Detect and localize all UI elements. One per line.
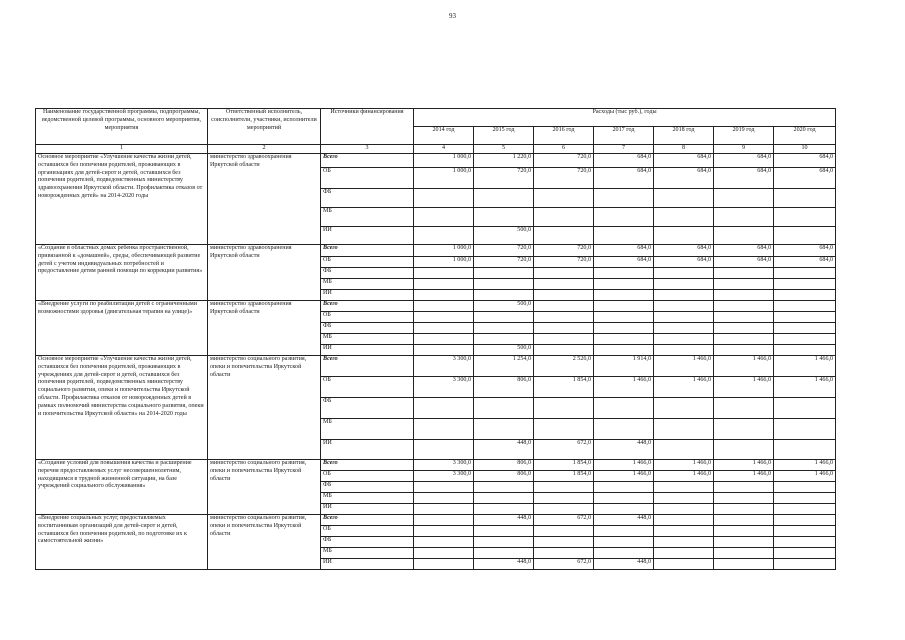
funding-source: Всего [321, 356, 414, 377]
expense-cell [534, 301, 594, 312]
expense-cell [414, 279, 474, 290]
funding-source: МБ [321, 493, 414, 504]
column-number: 2 [208, 145, 321, 154]
funding-source: ОБ [321, 526, 414, 537]
expense-cell [714, 559, 774, 570]
expense-cell: 684,0 [654, 168, 714, 189]
expense-cell: 500,0 [474, 345, 534, 356]
expense-cell [774, 526, 836, 537]
expense-cell: 3 300,0 [414, 460, 474, 471]
expense-cell [414, 208, 474, 227]
expense-cell [594, 268, 654, 279]
expense-cell: 1 466,0 [594, 460, 654, 471]
expense-cell: 672,0 [534, 559, 594, 570]
page-number: 93 [449, 12, 456, 20]
funding-source: ФБ [321, 268, 414, 279]
expense-cell [774, 559, 836, 570]
funding-source: Всего [321, 515, 414, 526]
header-expenses: Расходы (тыс руб.), годы [414, 109, 836, 127]
header-year: 2019 год [714, 127, 774, 145]
funding-source: ФБ [321, 189, 414, 208]
expense-cell [534, 345, 594, 356]
funding-source: ОБ [321, 471, 414, 482]
expense-cell: 720,0 [534, 257, 594, 268]
header-year: 2015 год [474, 127, 534, 145]
expense-cell [774, 301, 836, 312]
expense-cell: 720,0 [474, 245, 534, 257]
expense-cell [714, 312, 774, 323]
expense-cell [414, 290, 474, 301]
expense-cell [534, 312, 594, 323]
expense-cell [534, 504, 594, 515]
expense-cell: 500,0 [474, 301, 534, 312]
expense-cell [534, 334, 594, 345]
expense-cell [594, 345, 654, 356]
expense-cell [534, 398, 594, 419]
funding-source: МБ [321, 208, 414, 227]
expense-cell [594, 493, 654, 504]
funding-source: ИИ [321, 227, 414, 245]
expense-cell [714, 537, 774, 548]
expense-cell: 684,0 [714, 245, 774, 257]
expense-cell [534, 419, 594, 440]
expense-cell [414, 268, 474, 279]
expense-cell [654, 440, 714, 460]
expense-cell [714, 440, 774, 460]
expense-cell [774, 493, 836, 504]
header-year: 2018 год [654, 127, 714, 145]
header-sources: Источники финансирования [321, 109, 414, 145]
activity-description: «Внедрение социальных услуг, предоставляемых воспитанникам организаций для детей-сирот и детей, оставшихся без попечения родителей, по подготовке их к самостоятельной жизни» [36, 515, 208, 570]
expense-cell [654, 189, 714, 208]
responsible-executor: министерство социального развития, опеки и попечительства Иркутской области [208, 460, 321, 515]
expense-cell [714, 548, 774, 559]
expense-cell: 1 466,0 [714, 460, 774, 471]
expense-cell [774, 537, 836, 548]
expense-cell [474, 482, 534, 493]
expense-cell: 1 466,0 [774, 460, 836, 471]
column-number: 3 [321, 145, 414, 154]
expense-cell [714, 515, 774, 526]
funding-source: ОБ [321, 377, 414, 398]
expense-cell [414, 559, 474, 570]
column-number: 9 [714, 145, 774, 154]
expense-cell [594, 227, 654, 245]
expense-cell: 1 466,0 [654, 356, 714, 377]
expense-cell [654, 398, 714, 419]
expense-cell [474, 312, 534, 323]
funding-source: ИИ [321, 345, 414, 356]
table-row [36, 356, 836, 377]
expense-cell [654, 515, 714, 526]
expense-cell [534, 208, 594, 227]
expense-cell [654, 548, 714, 559]
expense-cell [474, 279, 534, 290]
expense-cell: 684,0 [774, 245, 836, 257]
expense-cell [534, 279, 594, 290]
expense-cell [714, 526, 774, 537]
expense-cell [474, 493, 534, 504]
expense-cell [594, 419, 654, 440]
expense-cell: 684,0 [774, 154, 836, 168]
funding-source: МБ [321, 419, 414, 440]
expense-cell [414, 334, 474, 345]
expense-cell [774, 482, 836, 493]
expense-cell [414, 398, 474, 419]
expense-cell [534, 548, 594, 559]
expense-cell: 806,0 [474, 377, 534, 398]
expense-cell [774, 440, 836, 460]
expense-cell: 448,0 [594, 515, 654, 526]
column-number: 1 [36, 145, 208, 154]
expense-cell: 3 300,0 [414, 356, 474, 377]
expense-cell [774, 398, 836, 419]
funding-source: Всего [321, 154, 414, 168]
expense-cell: 1 000,0 [414, 168, 474, 189]
expense-cell [654, 334, 714, 345]
expense-cell: 1 466,0 [594, 377, 654, 398]
expense-cell [474, 548, 534, 559]
expense-cell [594, 208, 654, 227]
column-number: 8 [654, 145, 714, 154]
expense-cell: 806,0 [474, 471, 534, 482]
expense-cell: 3 300,0 [414, 377, 474, 398]
funding-source: ФБ [321, 323, 414, 334]
expense-cell [654, 279, 714, 290]
expense-cell [714, 208, 774, 227]
expense-cell [594, 301, 654, 312]
expense-cell [474, 526, 534, 537]
expense-cell: 448,0 [594, 440, 654, 460]
expense-cell [474, 323, 534, 334]
expense-cell [774, 312, 836, 323]
expense-cell [774, 208, 836, 227]
expense-cell [414, 482, 474, 493]
responsible-executor: министерство социального развития, опеки и попечительства Иркутской области [208, 356, 321, 460]
funding-source: ФБ [321, 398, 414, 419]
expense-cell [714, 268, 774, 279]
expense-cell [774, 548, 836, 559]
activity-description: «Создание условий для повышения качества и расширение перечня предоставляемых услуг несовершеннолетним, находящимся в трудной жизненной ситуации, на базе учреждений социального обслуживания» [36, 460, 208, 515]
expense-cell: 1 000,0 [414, 154, 474, 168]
expense-cell: 684,0 [774, 168, 836, 189]
funding-source: ИИ [321, 440, 414, 460]
expense-cell: 1 466,0 [714, 377, 774, 398]
expense-cell: 1 466,0 [654, 471, 714, 482]
funding-source: МБ [321, 548, 414, 559]
expense-cell: 1 000,0 [414, 245, 474, 257]
expense-cell [654, 537, 714, 548]
expense-cell [714, 419, 774, 440]
funding-source: ИИ [321, 559, 414, 570]
expense-cell [714, 334, 774, 345]
expense-cell [414, 537, 474, 548]
funding-source: Всего [321, 245, 414, 257]
expense-cell [414, 548, 474, 559]
expense-cell [654, 526, 714, 537]
expense-cell [414, 323, 474, 334]
header-responsible: Ответственный исполнитель, соисполнители, участники, исполнители мероприятий [208, 109, 321, 145]
funding-source: Всего [321, 460, 414, 471]
expense-cell [414, 493, 474, 504]
expense-cell [534, 526, 594, 537]
expense-cell [714, 504, 774, 515]
funding-source: ФБ [321, 482, 414, 493]
funding-source: ИИ [321, 504, 414, 515]
expense-cell [594, 334, 654, 345]
expense-cell [594, 323, 654, 334]
expense-cell: 448,0 [474, 559, 534, 570]
expense-cell [534, 493, 594, 504]
expense-cell [774, 419, 836, 440]
expense-cell: 1 466,0 [714, 471, 774, 482]
header-year: 2016 год [534, 127, 594, 145]
expense-cell: 1 854,0 [534, 460, 594, 471]
responsible-executor: министерство социального развития, опеки и попечительства Иркутской области [208, 515, 321, 570]
expense-cell: 672,0 [534, 440, 594, 460]
expense-cell: 500,0 [474, 227, 534, 245]
expense-cell [534, 482, 594, 493]
funding-source: ОБ [321, 312, 414, 323]
expense-cell: 1 220,0 [474, 154, 534, 168]
expense-cell [774, 323, 836, 334]
expense-cell: 684,0 [594, 154, 654, 168]
expense-cell [654, 268, 714, 279]
expense-cell [474, 537, 534, 548]
expense-cell: 3 300,0 [414, 471, 474, 482]
activity-description: Основное мероприятие «Улучшение качества жизни детей, оставшихся без попечения родителей, проживающих в организациях для детей-сирот и детей, оставшихся без попечения родителей, подведомственных министерству здравоохранения Иркутской области. Профилактика отказов от новорожденных детей» на 2014-2020 годы [36, 154, 208, 245]
expense-cell: 684,0 [654, 154, 714, 168]
expense-cell [774, 334, 836, 345]
expense-cell [594, 548, 654, 559]
expense-cell [774, 279, 836, 290]
funding-source: МБ [321, 279, 414, 290]
expense-cell: 720,0 [534, 245, 594, 257]
expense-cell [534, 189, 594, 208]
expense-cell [414, 227, 474, 245]
expense-cell [714, 482, 774, 493]
expense-cell [474, 504, 534, 515]
expense-cell: 448,0 [594, 559, 654, 570]
expense-cell [654, 290, 714, 301]
expense-cell [594, 482, 654, 493]
expense-cell [414, 515, 474, 526]
column-number: 6 [534, 145, 594, 154]
activity-description: «Создание в областных домах ребенка пространственной, привязанной к «домашней», среды, обеспечивающей развитие детей с учетом индивидуальных потребностей и предоставление детям ранней помощи по коррекции развития» [36, 245, 208, 301]
expense-cell [654, 345, 714, 356]
expense-cell [774, 268, 836, 279]
expense-cell [594, 189, 654, 208]
expense-cell [474, 419, 534, 440]
expense-cell [714, 493, 774, 504]
expense-cell [474, 208, 534, 227]
expense-cell: 2 526,0 [534, 356, 594, 377]
column-number: 5 [474, 145, 534, 154]
expense-cell [654, 559, 714, 570]
expense-cell [774, 189, 836, 208]
expense-cell: 1 466,0 [654, 460, 714, 471]
funding-source: ИИ [321, 290, 414, 301]
header-year: 2014 год [414, 127, 474, 145]
expense-cell [594, 279, 654, 290]
expense-cell [654, 493, 714, 504]
expense-cell [774, 515, 836, 526]
expense-cell [414, 189, 474, 208]
expense-cell: 448,0 [474, 515, 534, 526]
activity-description: Основное мероприятие «Улучшение качества жизни детей, оставшихся без попечения родителей, проживающих в учреждениях для детей-сирот и детей, оставшихся без попечения родителей, подведомственных министерству социального развития, опеки и попечительства Иркутской области. Профилактика отказов от новорожденных детей в рамках полномочий министерства социального развития, опеки и попечительства Иркутской области» на 2014-2020 годы [36, 356, 208, 460]
expense-cell [594, 537, 654, 548]
expense-cell [714, 398, 774, 419]
expense-cell: 1 466,0 [774, 356, 836, 377]
expense-cell [594, 526, 654, 537]
expense-cell [714, 189, 774, 208]
expense-cell: 720,0 [534, 168, 594, 189]
expense-cell [654, 482, 714, 493]
expense-cell [474, 268, 534, 279]
responsible-executor: министерство здравоохранения Иркутской области [208, 154, 321, 245]
expense-cell [714, 323, 774, 334]
expense-cell: 1 466,0 [714, 356, 774, 377]
expense-cell [474, 398, 534, 419]
expense-cell: 684,0 [594, 257, 654, 268]
table-row [36, 515, 836, 526]
expense-cell: 448,0 [474, 440, 534, 460]
expense-cell: 684,0 [774, 257, 836, 268]
expense-cell [594, 312, 654, 323]
header-year: 2020 год [774, 127, 836, 145]
expense-cell: 1 854,0 [534, 471, 594, 482]
expense-cell [534, 290, 594, 301]
expense-cell [654, 323, 714, 334]
expense-cell: 684,0 [594, 168, 654, 189]
expense-cell [414, 504, 474, 515]
responsible-executor: министерство здравоохранения Иркутской области [208, 301, 321, 356]
funding-source: МБ [321, 334, 414, 345]
expense-cell: 1 914,0 [594, 356, 654, 377]
expense-cell: 1 466,0 [654, 377, 714, 398]
column-number: 4 [414, 145, 474, 154]
expense-cell: 806,0 [474, 460, 534, 471]
expense-cell [414, 419, 474, 440]
expense-cell [654, 504, 714, 515]
expense-cell [774, 345, 836, 356]
expense-cell: 720,0 [474, 168, 534, 189]
expense-cell [594, 504, 654, 515]
activity-description: «Внедрение услуги по реабилитации детей с ограниченными возможностями здоровья (двигательная терапия на улице)» [36, 301, 208, 356]
expense-cell [534, 268, 594, 279]
funding-source: ОБ [321, 168, 414, 189]
expense-cell: 684,0 [714, 257, 774, 268]
responsible-executor: министерство здравоохранения Иркутской области [208, 245, 321, 301]
expense-cell: 684,0 [594, 245, 654, 257]
funding-source: Всего [321, 301, 414, 312]
expense-cell [774, 290, 836, 301]
column-number: 7 [594, 145, 654, 154]
expense-cell [654, 208, 714, 227]
expense-cell [414, 312, 474, 323]
expense-cell: 684,0 [654, 245, 714, 257]
expense-cell [474, 334, 534, 345]
expense-cell [474, 290, 534, 301]
budget-table [35, 108, 836, 570]
table-row [36, 154, 836, 168]
expense-cell [414, 440, 474, 460]
expense-cell [414, 345, 474, 356]
expense-cell: 1 466,0 [594, 471, 654, 482]
expense-cell: 1 854,0 [534, 377, 594, 398]
expense-cell: 720,0 [534, 154, 594, 168]
table-row [36, 460, 836, 471]
table-row [36, 301, 836, 312]
expense-cell [714, 290, 774, 301]
expense-cell: 684,0 [714, 154, 774, 168]
expense-cell [474, 189, 534, 208]
funding-source: ФБ [321, 537, 414, 548]
expense-cell [654, 301, 714, 312]
funding-source: ОБ [321, 257, 414, 268]
header-year: 2017 год [594, 127, 654, 145]
expense-cell: 672,0 [534, 515, 594, 526]
expense-cell [594, 290, 654, 301]
expense-cell [654, 227, 714, 245]
expense-cell: 1 466,0 [774, 471, 836, 482]
expense-cell: 1 254,0 [474, 356, 534, 377]
expense-cell [714, 227, 774, 245]
expense-cell [534, 537, 594, 548]
expense-cell [714, 345, 774, 356]
table-row [36, 245, 836, 257]
expense-cell: 1 466,0 [774, 377, 836, 398]
expense-cell [774, 504, 836, 515]
expense-cell [654, 419, 714, 440]
expense-cell: 720,0 [474, 257, 534, 268]
expense-cell [534, 323, 594, 334]
expense-cell [414, 526, 474, 537]
column-number: 10 [774, 145, 836, 154]
expense-cell: 1 000,0 [414, 257, 474, 268]
expense-cell [774, 227, 836, 245]
expense-cell [414, 301, 474, 312]
expense-cell [654, 312, 714, 323]
expense-cell [534, 227, 594, 245]
header-program: Наименование государственной программы, подпрограммы, ведомственной целевой программы, основного мероприятия, мероприятия [36, 109, 208, 145]
expense-cell [594, 398, 654, 419]
expense-cell: 684,0 [654, 257, 714, 268]
expense-cell [714, 279, 774, 290]
expense-cell: 684,0 [714, 168, 774, 189]
expense-cell [714, 301, 774, 312]
